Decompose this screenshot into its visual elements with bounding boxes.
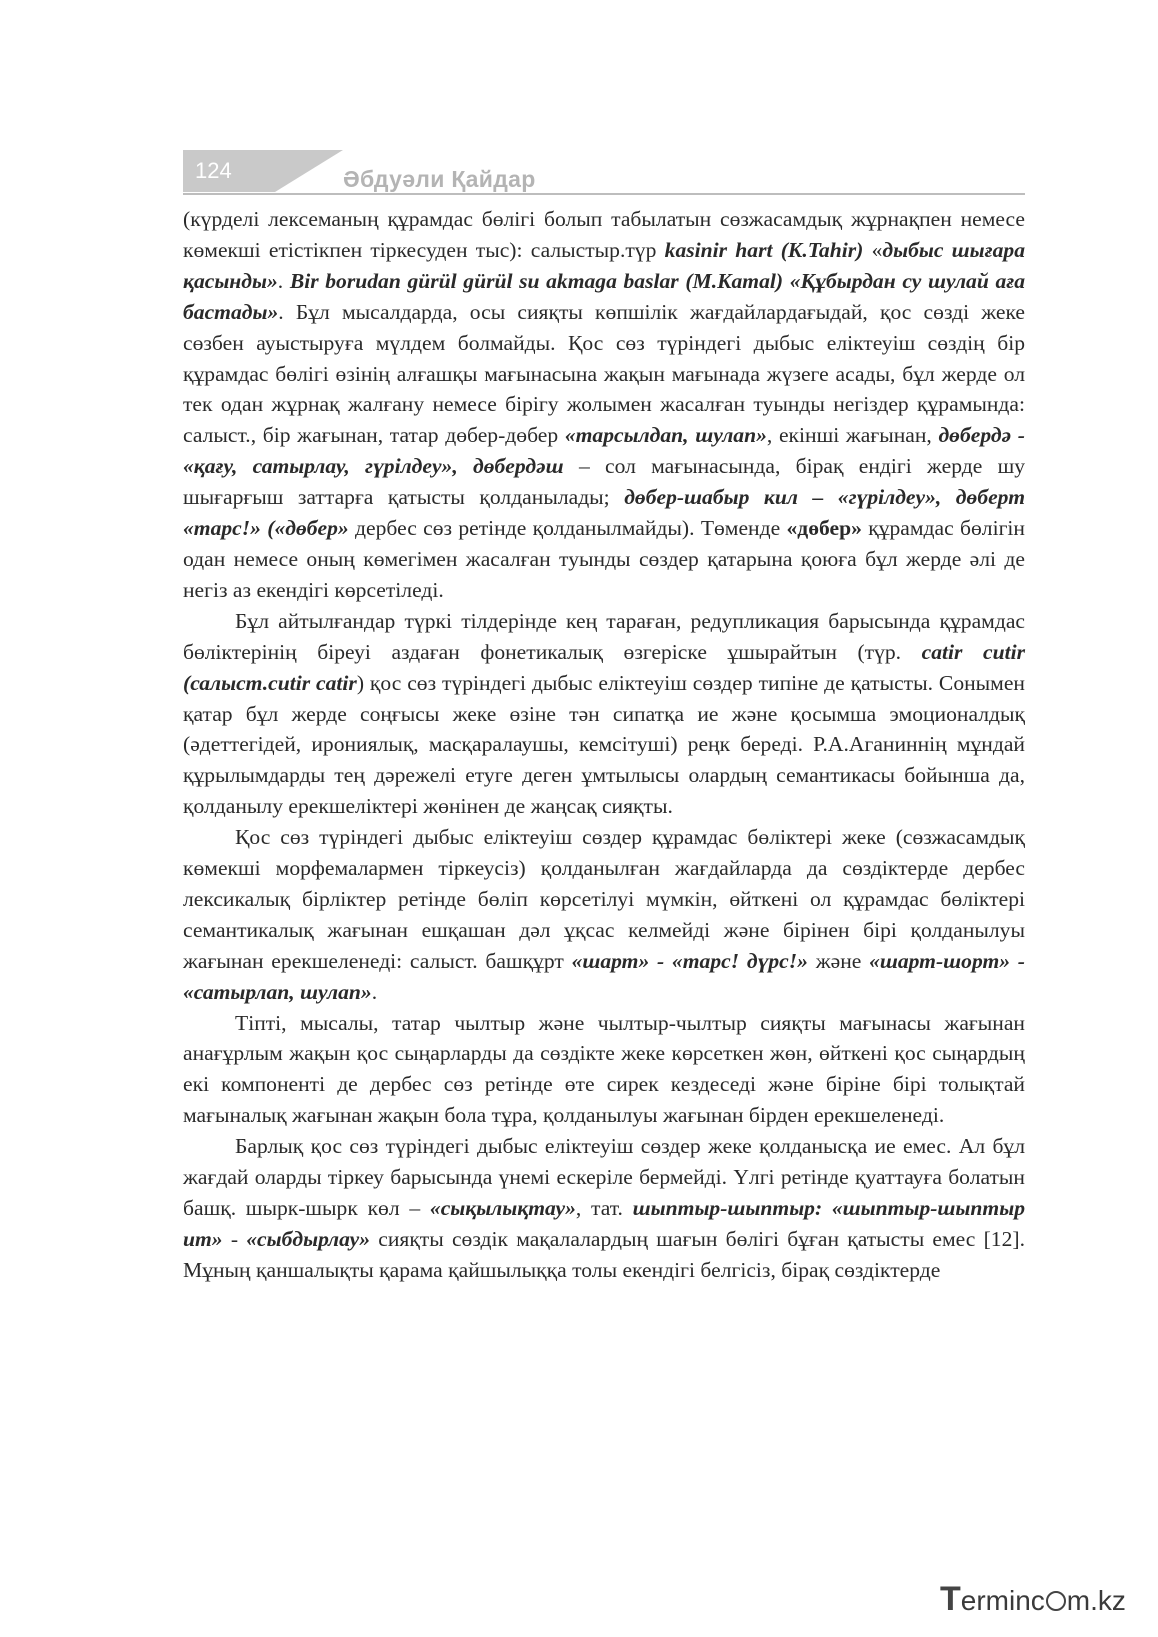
emphasis-run: дөбердә - «қағу, сатырлау, гүрілдеу», дөбердәш [183,423,1025,479]
text-run: (күрделі лексеманың құрамдас бөлігі болып табылатын сөзжасамдық жұрнақпен немесе көмекші етістікпен тіркесуден тыс): салыстыр.түр [183,207,1025,262]
emphasis-run: дыбыс шығара қасынды» [183,237,1025,293]
emphasis-run: шыптыр-шыптыр: «шыптыр-шыптыр ит» [183,1196,1025,1251]
emphasis-run: «шарт» - «тарс! дүрс!» [571,948,808,973]
emphasis-run: «сыбдырлау» [246,1226,371,1251]
body-text [183,204,1025,1286]
watermark-domain: m.kz [1066,1585,1126,1616]
emphasis-run: «дөбер» [786,516,862,541]
watermark-o-circle [1046,1591,1066,1611]
emphasis-run: «сықылықтау» [429,1196,576,1220]
text-run: . Бұл мысалдарда, осы сияқты көпшілік жағдайлардағыдай, қос сөзді жеке сөзбен ауыстыруға мүлдем болмайды. Қос сөз түріндегі дыбыс еліктеуіш сөздің бір құрамдас бөлігі өзінің алғашқы мағынасына жақын мағынада жүзеге асады, бұл жерде ол тек одан жұрнақ жалғану немесе бірігу жолымен жасалған туынды негіздер құрамында: салыст., бір жағынан, татар дөбер-дөбер [183,299,1025,448]
watermark-text: erminc [960,1585,1045,1616]
site-watermark [940,1580,1140,1620]
text-run: - [222,1226,247,1251]
emphasis-run: kasinir hart (K.Tahir) [664,237,864,262]
text-run: Тіпті, мысалы, татар чылтыр және чылтыр-чылтыр сияқты мағынасы жағынан анағұрлым жақын қос сыңарларды да сөздікте жеке көрсеткен жөн, өйткені қос сыңардың екі компоненті де дербес сөз ретінде өте сирек кездеседі және біріне бірі толықтай мағыналық жағынан жақын бола тұра, қолданылуы жағынан бірден ерекшеленеді. [183,1010,1025,1128]
text-run: – сол мағынасында, бірақ ендігі жерде шу шығарғыш заттарға қатысты қолданылады; [183,454,1025,510]
running-head-author: Әбдуәли Қайдар [343,166,536,192]
paragraph [183,822,1025,1007]
text-run: « [863,237,883,262]
text-run: Бұл айтылғандар түркі тілдерінде кең тараған, редупликация барысында құрамдас бөліктерінің біреуі аздаған фонетикалық өзгеріске ұшырайтын (түр. [183,608,1025,664]
paragraph [183,1131,1025,1286]
header-rule [183,193,1025,195]
paragraph [183,204,1025,606]
text-run: және [807,948,870,973]
text-run: Барлық қос сөз түріндегі дыбыс еліктеуіш сөздер жеке қолданысқа ие емес. Ал бұл жағдай оларды тіркеу барысында үнемі ескеріле бермейді. Үлгі ретінде қуаттауға болатын башқ. шырк-шырк көл – [183,1134,1025,1220]
emphasis-run: «шарт-шорт» - «сатырлап, шулап» [183,948,1026,1004]
text-run: ) қос сөз түріндегі дыбыс еліктеуіш сөздер типіне де қатысты. Сонымен қатар бұл жерде соңғысы жеке өзіне тән сипатқа ие және қосымша эмоционалдық (әдеттегідей, ирониялық, масқаралаушы, кемсітуші) реңк береді. Р.А.Аганиннің мұндай құрылымдарды тең дәрежелі етуге деген ұмтылысы олардың семантикасы бойынша да, қолданылу ерекшеліктері жөнінен де жаңсақ сияқты. [183,670,1025,819]
text-run: , тат. [575,1196,633,1220]
text-run: . [371,979,378,1004]
page-number: 124 [183,150,275,192]
page-number-tab [275,150,343,192]
page-header [183,150,1025,196]
paragraph [183,1008,1025,1132]
emphasis-run: дөбер-шабыр кил – «гүрілдеу», дөберт «тарс!» («дөбер» [183,485,1025,541]
text-run: , екінші жағынан, [766,423,939,448]
text-run: сияқты сөздік мақалалардың шағын бөлігі бұған қатысты емес [12]. Мұның қаншалықты қарама қайшылыққа толы екендігі белгісіз, бірақ сөздіктерде [183,1226,1025,1282]
text-run: . [277,268,290,293]
emphasis-run: catir cutir (салыст.cutir catir [183,639,1025,695]
emphasis-run: «тарсылдап, шулап» [564,423,767,448]
watermark-initial: T [940,1580,961,1618]
paragraph [183,606,1025,822]
text-run: құрамдас бөлігін одан немесе оның көмегімен жасалған туынды сөздер қатарына қоюға бұл жерде әлі де негіз аз екендігі көрсетіледі. [183,516,1025,602]
emphasis-run: Bir borudan gürül gürül su akmaga baslar (M.Kamal) «Құбырдан су шулай аға бастады» [183,268,1026,324]
text-run: Қос сөз түріндегі дыбыс еліктеуіш сөздер құрамдас бөліктері жеке (сөзжасамдық көмекші морфемалармен тіркеусіз) қолданылған жағдайларда да сөздіктерде дербес лексикалық бірліктер ретінде бөліп көрсетілуі мүмкін, өйткені ол құрамдас бөліктері семантикалық жағынан ешқашан дәл ұқсас келмейді және бірінен бірі қолданылуы жағынан ерекшеленеді: салыст. башқұрт [183,825,1025,973]
text-run: дербес сөз ретінде қолданылмайды). Төменде [348,516,787,541]
